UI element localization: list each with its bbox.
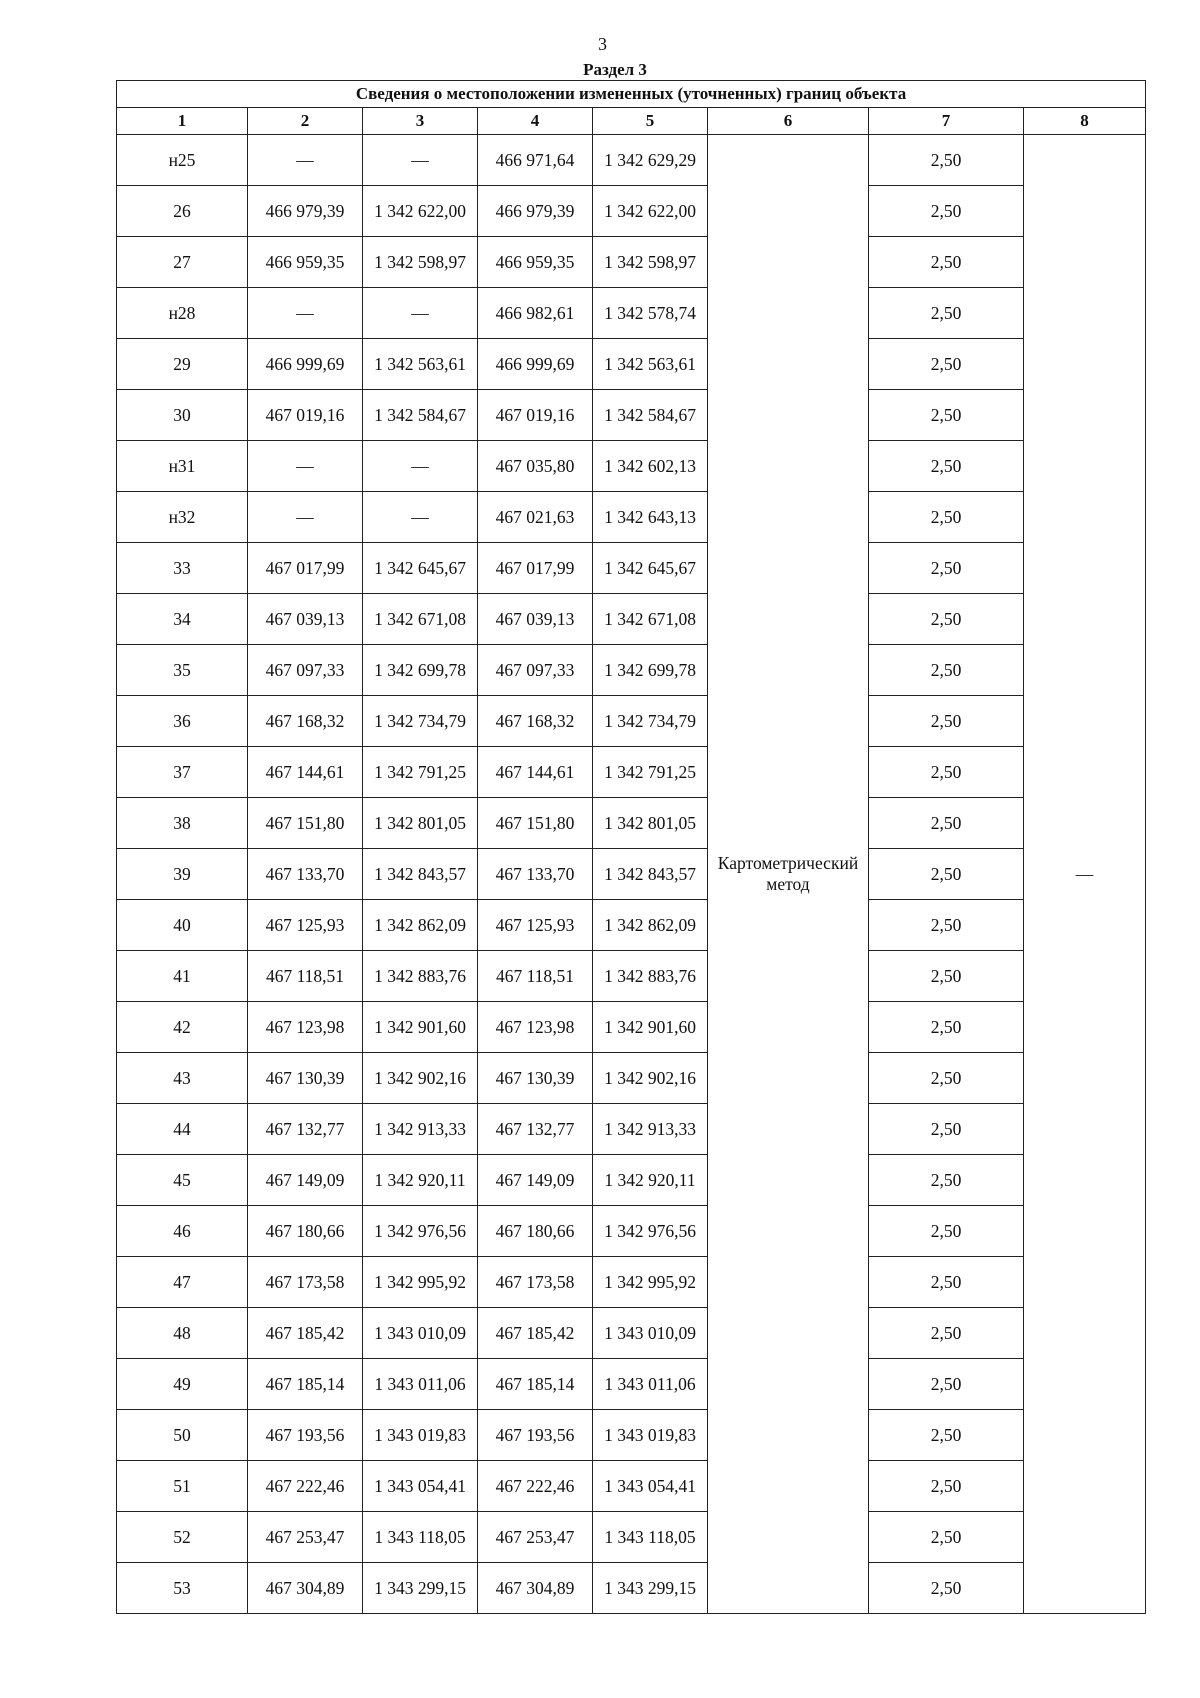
cell-x-new: 467 021,63 — [478, 492, 593, 543]
cell-y-new: 1 342 643,13 — [593, 492, 708, 543]
cell-y-new: 1 342 902,16 — [593, 1053, 708, 1104]
cell-y-old: 1 342 699,78 — [363, 645, 478, 696]
cell-point: н31 — [117, 441, 248, 492]
cell-y-old: 1 342 995,92 — [363, 1257, 478, 1308]
cell-accuracy: 2,50 — [869, 237, 1024, 288]
cell-point: 47 — [117, 1257, 248, 1308]
cell-x-new: 467 185,42 — [478, 1308, 593, 1359]
cell-point: 43 — [117, 1053, 248, 1104]
cell-y-old: 1 342 902,16 — [363, 1053, 478, 1104]
cell-point: 33 — [117, 543, 248, 594]
boundary-table — [116, 80, 1146, 1614]
col-number-6: 6 — [708, 108, 869, 135]
cell-accuracy: 2,50 — [869, 951, 1024, 1002]
cell-y-new: 1 343 299,15 — [593, 1563, 708, 1614]
cell-x-new: 466 999,69 — [478, 339, 593, 390]
cell-accuracy: 2,50 — [869, 186, 1024, 237]
cell-x-old: — — [248, 492, 363, 543]
cell-x-old: 467 222,46 — [248, 1461, 363, 1512]
cell-y-new: 1 342 843,57 — [593, 849, 708, 900]
cell-x-new: 467 149,09 — [478, 1155, 593, 1206]
cell-y-old: 1 342 584,67 — [363, 390, 478, 441]
cell-x-new: 467 097,33 — [478, 645, 593, 696]
cell-y-new: 1 342 671,08 — [593, 594, 708, 645]
cell-y-new: 1 342 645,67 — [593, 543, 708, 594]
cell-x-new: 467 185,14 — [478, 1359, 593, 1410]
table-row — [117, 237, 1146, 288]
table-row — [117, 798, 1146, 849]
table-row — [117, 441, 1146, 492]
cell-x-old: 467 193,56 — [248, 1410, 363, 1461]
cell-accuracy: 2,50 — [869, 543, 1024, 594]
cell-y-new: 1 342 602,13 — [593, 441, 708, 492]
cell-accuracy: 2,50 — [869, 135, 1024, 186]
col-number-8: 8 — [1024, 108, 1146, 135]
cell-accuracy: 2,50 — [869, 747, 1024, 798]
cell-y-old: 1 342 862,09 — [363, 900, 478, 951]
cell-point: 45 — [117, 1155, 248, 1206]
col-number-1: 1 — [117, 108, 248, 135]
table-row — [117, 1257, 1146, 1308]
cell-accuracy: 2,50 — [869, 1410, 1024, 1461]
cell-y-new: 1 343 019,83 — [593, 1410, 708, 1461]
cell-y-new: 1 342 976,56 — [593, 1206, 708, 1257]
cell-x-old: 467 123,98 — [248, 1002, 363, 1053]
cell-y-new: 1 342 598,97 — [593, 237, 708, 288]
cell-accuracy: 2,50 — [869, 1104, 1024, 1155]
cell-accuracy: 2,50 — [869, 696, 1024, 747]
cell-y-new: 1 342 699,78 — [593, 645, 708, 696]
cell-y-old: — — [363, 135, 478, 186]
cell-point: 36 — [117, 696, 248, 747]
cell-y-new: 1 342 883,76 — [593, 951, 708, 1002]
cell-point: 27 — [117, 237, 248, 288]
table-row — [117, 1206, 1146, 1257]
cell-x-old: 466 999,69 — [248, 339, 363, 390]
cell-y-new: 1 342 862,09 — [593, 900, 708, 951]
cell-y-old: 1 342 791,25 — [363, 747, 478, 798]
cell-accuracy: 2,50 — [869, 645, 1024, 696]
cell-point: 35 — [117, 645, 248, 696]
cell-x-new: 467 132,77 — [478, 1104, 593, 1155]
cell-accuracy: 2,50 — [869, 1053, 1024, 1104]
cell-y-old: 1 342 901,60 — [363, 1002, 478, 1053]
cell-x-new: 467 193,56 — [478, 1410, 593, 1461]
cell-x-new: 467 253,47 — [478, 1512, 593, 1563]
cell-point: 50 — [117, 1410, 248, 1461]
table-row — [117, 1359, 1146, 1410]
cell-y-new: 1 342 791,25 — [593, 747, 708, 798]
column-8-cell: — — [1024, 135, 1146, 1614]
cell-point: 51 — [117, 1461, 248, 1512]
cell-y-old: 1 342 598,97 — [363, 237, 478, 288]
cell-accuracy: 2,50 — [869, 900, 1024, 951]
table-row — [117, 1155, 1146, 1206]
cell-point: 38 — [117, 798, 248, 849]
cell-accuracy: 2,50 — [869, 339, 1024, 390]
cell-x-old: 467 118,51 — [248, 951, 363, 1002]
cell-y-new: 1 342 563,61 — [593, 339, 708, 390]
cell-x-new: 467 118,51 — [478, 951, 593, 1002]
cell-y-new: 1 342 629,29 — [593, 135, 708, 186]
cell-x-new: 467 144,61 — [478, 747, 593, 798]
cell-x-new: 467 133,70 — [478, 849, 593, 900]
table-row — [117, 1563, 1146, 1614]
cell-y-old: 1 342 622,00 — [363, 186, 478, 237]
cell-accuracy: 2,50 — [869, 1512, 1024, 1563]
cell-point: 42 — [117, 1002, 248, 1053]
cell-accuracy: 2,50 — [869, 1359, 1024, 1410]
table-row — [117, 543, 1146, 594]
table-row — [117, 747, 1146, 798]
cell-x-old: 467 019,16 — [248, 390, 363, 441]
column-number-row — [117, 108, 1146, 135]
cell-accuracy: 2,50 — [869, 798, 1024, 849]
table-row — [117, 339, 1146, 390]
cell-x-new: 467 130,39 — [478, 1053, 593, 1104]
cell-y-old: 1 342 883,76 — [363, 951, 478, 1002]
cell-x-new: 467 173,58 — [478, 1257, 593, 1308]
cell-point: 26 — [117, 186, 248, 237]
cell-x-old: 467 173,58 — [248, 1257, 363, 1308]
cell-x-new: 467 123,98 — [478, 1002, 593, 1053]
table-row — [117, 1461, 1146, 1512]
table-caption: Сведения о местоположении измененных (уточненных) границ объекта — [117, 81, 1146, 108]
table-row — [117, 849, 1146, 900]
col-number-7: 7 — [869, 108, 1024, 135]
cell-x-new: 467 039,13 — [478, 594, 593, 645]
cell-point: 53 — [117, 1563, 248, 1614]
cell-x-new: 467 304,89 — [478, 1563, 593, 1614]
method-cell: Картометрический метод — [708, 135, 869, 1614]
cell-y-new: 1 343 054,41 — [593, 1461, 708, 1512]
table-row — [117, 1053, 1146, 1104]
cell-y-new: 1 342 734,79 — [593, 696, 708, 747]
cell-y-old: 1 343 054,41 — [363, 1461, 478, 1512]
cell-x-old: 467 185,42 — [248, 1308, 363, 1359]
cell-point: 48 — [117, 1308, 248, 1359]
table-row — [117, 1002, 1146, 1053]
cell-x-old: 466 959,35 — [248, 237, 363, 288]
cell-y-new: 1 343 011,06 — [593, 1359, 708, 1410]
cell-y-new: 1 342 920,11 — [593, 1155, 708, 1206]
cell-x-old: 467 149,09 — [248, 1155, 363, 1206]
cell-y-new: 1 342 901,60 — [593, 1002, 708, 1053]
cell-point: 46 — [117, 1206, 248, 1257]
cell-y-old: 1 342 734,79 — [363, 696, 478, 747]
cell-y-old: 1 342 671,08 — [363, 594, 478, 645]
col-number-3: 3 — [363, 108, 478, 135]
table-row — [117, 186, 1146, 237]
cell-y-old: 1 342 920,11 — [363, 1155, 478, 1206]
cell-x-old: 467 132,77 — [248, 1104, 363, 1155]
cell-y-old: 1 342 563,61 — [363, 339, 478, 390]
table-row — [117, 1410, 1146, 1461]
cell-y-old: 1 343 019,83 — [363, 1410, 478, 1461]
table-row — [117, 288, 1146, 339]
table-row — [117, 951, 1146, 1002]
table-row — [117, 900, 1146, 951]
col-number-4: 4 — [478, 108, 593, 135]
cell-point: 34 — [117, 594, 248, 645]
cell-x-new: 467 151,80 — [478, 798, 593, 849]
section-title: Раздел 3 — [583, 60, 647, 79]
cell-y-new: 1 343 118,05 — [593, 1512, 708, 1563]
cell-y-old: — — [363, 441, 478, 492]
cell-x-old: 467 253,47 — [248, 1512, 363, 1563]
table-row — [117, 645, 1146, 696]
table-row — [117, 594, 1146, 645]
table-body — [117, 135, 1146, 1614]
cell-x-new: 467 019,16 — [478, 390, 593, 441]
cell-accuracy: 2,50 — [869, 1461, 1024, 1512]
cell-x-old: 467 185,14 — [248, 1359, 363, 1410]
cell-y-new: 1 343 010,09 — [593, 1308, 708, 1359]
cell-point: 29 — [117, 339, 248, 390]
cell-accuracy: 2,50 — [869, 594, 1024, 645]
table-row — [117, 1512, 1146, 1563]
cell-x-new: 467 168,32 — [478, 696, 593, 747]
cell-point: 37 — [117, 747, 248, 798]
cell-x-old: 467 017,99 — [248, 543, 363, 594]
cell-x-old: 466 979,39 — [248, 186, 363, 237]
cell-x-new: 466 982,61 — [478, 288, 593, 339]
cell-accuracy: 2,50 — [869, 492, 1024, 543]
cell-y-old: — — [363, 492, 478, 543]
cell-x-new: 466 959,35 — [478, 237, 593, 288]
table-row — [117, 1308, 1146, 1359]
table-row — [117, 135, 1146, 186]
table-row — [117, 390, 1146, 441]
cell-x-old: 467 151,80 — [248, 798, 363, 849]
cell-point: н25 — [117, 135, 248, 186]
page-number-text: 3 — [598, 34, 607, 54]
cell-x-old: 467 304,89 — [248, 1563, 363, 1614]
cell-y-old: 1 342 645,67 — [363, 543, 478, 594]
table-row — [117, 492, 1146, 543]
cell-x-old: 467 039,13 — [248, 594, 363, 645]
cell-point: н32 — [117, 492, 248, 543]
cell-point: 44 — [117, 1104, 248, 1155]
cell-x-new: 467 180,66 — [478, 1206, 593, 1257]
cell-point: 40 — [117, 900, 248, 951]
cell-accuracy: 2,50 — [869, 1563, 1024, 1614]
cell-x-new: 467 125,93 — [478, 900, 593, 951]
cell-accuracy: 2,50 — [869, 288, 1024, 339]
cell-y-new: 1 342 995,92 — [593, 1257, 708, 1308]
cell-y-old: 1 343 011,06 — [363, 1359, 478, 1410]
cell-x-old: 467 097,33 — [248, 645, 363, 696]
cell-point: 41 — [117, 951, 248, 1002]
cell-point: 39 — [117, 849, 248, 900]
cell-accuracy: 2,50 — [869, 849, 1024, 900]
cell-x-new: 466 979,39 — [478, 186, 593, 237]
cell-y-old: 1 343 299,15 — [363, 1563, 478, 1614]
cell-accuracy: 2,50 — [869, 1155, 1024, 1206]
cell-y-new: 1 342 913,33 — [593, 1104, 708, 1155]
cell-point: 52 — [117, 1512, 248, 1563]
cell-x-old: 467 125,93 — [248, 900, 363, 951]
cell-x-new: 467 017,99 — [478, 543, 593, 594]
col-number-5: 5 — [593, 108, 708, 135]
cell-accuracy: 2,50 — [869, 1206, 1024, 1257]
table-row — [117, 696, 1146, 747]
cell-x-new: 467 035,80 — [478, 441, 593, 492]
cell-point: н28 — [117, 288, 248, 339]
cell-accuracy: 2,50 — [869, 441, 1024, 492]
cell-accuracy: 2,50 — [869, 1257, 1024, 1308]
cell-y-old: 1 343 010,09 — [363, 1308, 478, 1359]
col-number-2: 2 — [248, 108, 363, 135]
cell-y-new: 1 342 578,74 — [593, 288, 708, 339]
cell-y-old: 1 343 118,05 — [363, 1512, 478, 1563]
cell-y-old: 1 342 976,56 — [363, 1206, 478, 1257]
cell-y-old: 1 342 913,33 — [363, 1104, 478, 1155]
cell-y-new: 1 342 801,05 — [593, 798, 708, 849]
cell-y-old: — — [363, 288, 478, 339]
cell-x-old: — — [248, 288, 363, 339]
cell-x-old: 467 168,32 — [248, 696, 363, 747]
cell-x-old: 467 180,66 — [248, 1206, 363, 1257]
cell-y-old: 1 342 801,05 — [363, 798, 478, 849]
cell-y-old: 1 342 843,57 — [363, 849, 478, 900]
cell-x-old: 467 144,61 — [248, 747, 363, 798]
cell-x-old: — — [248, 441, 363, 492]
cell-x-new: 466 971,64 — [478, 135, 593, 186]
cell-y-new: 1 342 622,00 — [593, 186, 708, 237]
cell-accuracy: 2,50 — [869, 390, 1024, 441]
cell-accuracy: 2,50 — [869, 1308, 1024, 1359]
cell-point: 30 — [117, 390, 248, 441]
table-row — [117, 1104, 1146, 1155]
cell-x-old: 467 133,70 — [248, 849, 363, 900]
cell-x-old: 467 130,39 — [248, 1053, 363, 1104]
cell-x-old: — — [248, 135, 363, 186]
cell-y-new: 1 342 584,67 — [593, 390, 708, 441]
cell-point: 49 — [117, 1359, 248, 1410]
cell-x-new: 467 222,46 — [478, 1461, 593, 1512]
cell-accuracy: 2,50 — [869, 1002, 1024, 1053]
